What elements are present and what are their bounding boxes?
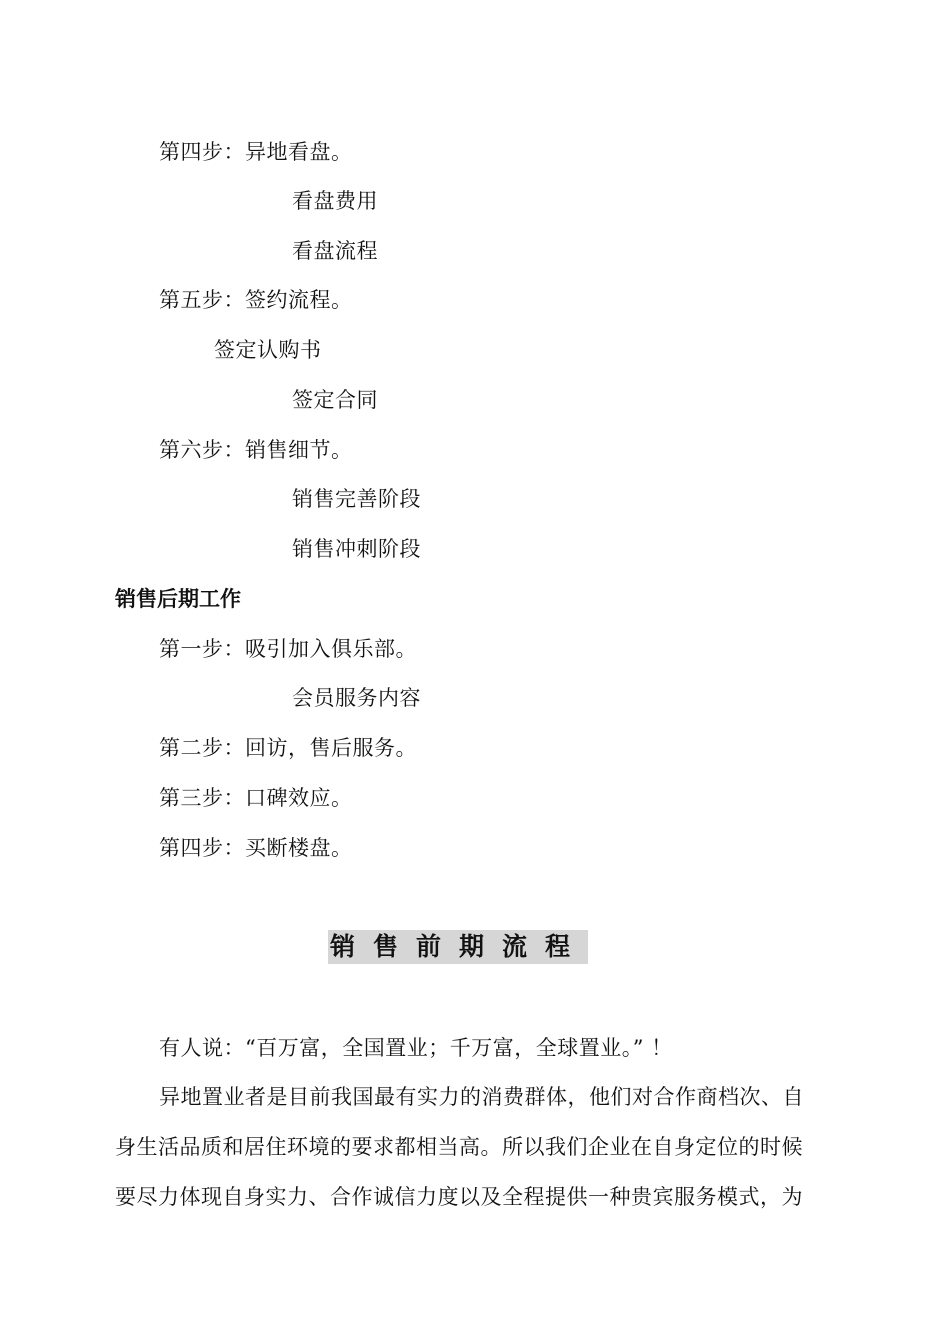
outline-sub-item: 签定合同 bbox=[292, 388, 378, 412]
later-step-2: 第二步：回访，售后服务。 bbox=[159, 736, 417, 760]
paragraph-quote: 有人说：“百万富，全国置业；千万富，全球置业。” ！ bbox=[159, 1036, 673, 1060]
later-step-1: 第一步：吸引加入俱乐部。 bbox=[159, 637, 417, 661]
outline-sub-item: 销售冲刺阶段 bbox=[292, 537, 421, 561]
page-title: 销售前期流程 bbox=[328, 930, 588, 964]
later-step-3: 第三步：口碑效应。 bbox=[159, 786, 353, 810]
outline-sub-item: 看盘流程 bbox=[292, 239, 378, 263]
paragraph-line: 身生活品质和居住环境的要求都相当高。所以我们企业在自身定位的时候 bbox=[115, 1135, 803, 1159]
section-heading: 销售后期工作 bbox=[115, 587, 241, 611]
outline-step-6: 第六步：销售细节。 bbox=[159, 438, 353, 462]
later-sub-item: 会员服务内容 bbox=[292, 686, 421, 710]
outline-sub-item: 看盘费用 bbox=[292, 189, 378, 213]
outline-sub-item: 销售完善阶段 bbox=[292, 487, 421, 511]
paragraph-line: 要尽力体现自身实力、合作诚信力度以及全程提供一种贵宾服务模式，为 bbox=[115, 1185, 803, 1209]
outline-sub-item: 签定认购书 bbox=[214, 338, 322, 362]
outline-step-5: 第五步：签约流程。 bbox=[159, 288, 353, 312]
paragraph-line: 异地置业者是目前我国最有实力的消费群体，他们对合作商档次、自 bbox=[159, 1085, 804, 1109]
outline-step-4: 第四步：异地看盘。 bbox=[159, 140, 353, 164]
later-step-4: 第四步：买断楼盘。 bbox=[159, 836, 353, 860]
